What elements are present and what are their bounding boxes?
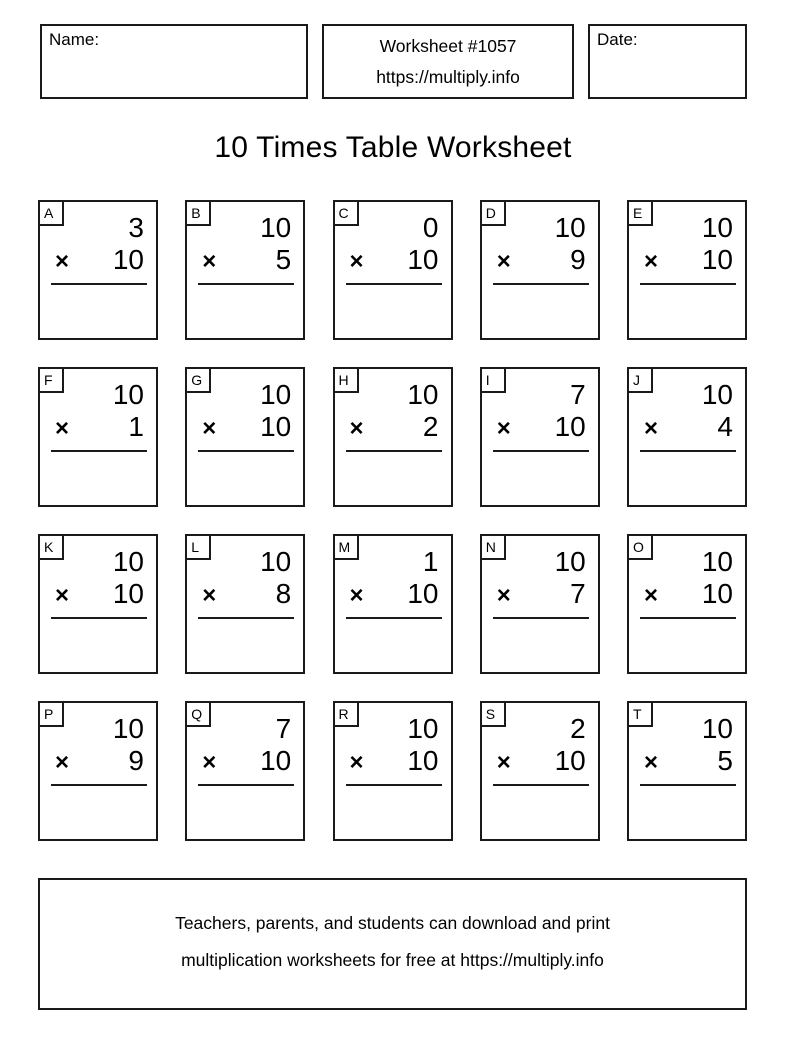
answer-space <box>482 619 598 669</box>
problem-cell <box>333 701 453 841</box>
problem-label-box <box>480 200 506 226</box>
problem-cell <box>480 200 600 340</box>
worksheet-url: https://multiply.info <box>376 66 520 87</box>
problems-grid <box>38 200 747 841</box>
answer-space <box>335 619 451 669</box>
problem-cell <box>38 701 158 841</box>
problem-cell <box>333 534 453 674</box>
problem-cell <box>185 200 305 340</box>
answer-space <box>482 285 598 335</box>
multiplicand: 10 <box>701 212 733 243</box>
multiplier-row <box>629 578 745 612</box>
multiplicand: 2 <box>570 713 586 744</box>
answer-space <box>629 786 745 836</box>
problem-label-box <box>480 367 506 393</box>
multiplier-row <box>335 244 451 278</box>
answer-space <box>335 786 451 836</box>
multiplier: 10 <box>701 244 733 275</box>
problem-label-box <box>480 701 506 727</box>
problem-label-box <box>627 534 653 560</box>
problem-cell <box>38 200 158 340</box>
problem-label: S <box>485 706 496 722</box>
problem-cell <box>627 701 747 841</box>
multiplier-row <box>187 578 303 612</box>
problem-label-box <box>38 200 64 226</box>
problem-label-box <box>333 367 359 393</box>
multiply-operator-icon: × <box>644 248 659 275</box>
problem-label: N <box>485 539 496 555</box>
problem-label-box <box>185 701 211 727</box>
answer-space <box>629 619 745 669</box>
multiplier-row <box>187 244 303 278</box>
problem-cell <box>185 701 305 841</box>
worksheet-number: Worksheet #1057 <box>379 35 517 56</box>
multiplier: 9 <box>570 244 586 275</box>
problem-cell <box>480 701 600 841</box>
multiplier-row <box>335 411 451 445</box>
multiplicand: 10 <box>407 713 439 744</box>
multiplier: 10 <box>260 411 292 442</box>
multiply-operator-icon: × <box>202 415 217 442</box>
answer-space <box>187 285 303 335</box>
problem-label-box <box>627 200 653 226</box>
answer-space <box>629 285 745 335</box>
multiply-operator-icon: × <box>55 248 70 275</box>
multiply-operator-icon: × <box>202 582 217 609</box>
multiply-operator-icon: × <box>496 582 511 609</box>
multiplicand: 1 <box>422 546 439 577</box>
multiplier: 10 <box>407 244 439 275</box>
multiplier: 10 <box>554 411 586 442</box>
multiplicand: 0 <box>422 212 439 243</box>
multiply-operator-icon: × <box>496 248 511 275</box>
multiplier-row <box>40 411 156 445</box>
multiply-operator-icon: × <box>349 248 364 275</box>
problem-label: Q <box>191 706 203 722</box>
problem-cell <box>185 367 305 507</box>
multiplier: 7 <box>570 578 586 609</box>
multiplicand: 10 <box>701 379 733 410</box>
multiplier: 10 <box>407 578 439 609</box>
problem-label: I <box>485 372 490 388</box>
multiplier: 10 <box>554 745 586 776</box>
problem-cell <box>480 367 600 507</box>
multiply-operator-icon: × <box>349 415 364 442</box>
multiplier: 10 <box>112 244 144 275</box>
problem-cell <box>185 534 305 674</box>
problem-label-box <box>627 367 653 393</box>
multiplier: 9 <box>128 745 144 776</box>
multiplier-row <box>629 411 745 445</box>
multiplicand: 3 <box>128 212 144 243</box>
problem-label-box <box>38 534 64 560</box>
multiply-operator-icon: × <box>202 248 217 275</box>
footer-line-1: Teachers, parents, and students can download and print <box>175 913 610 933</box>
problem-label-box <box>185 534 211 560</box>
answer-space <box>335 452 451 502</box>
multiplier: 10 <box>407 745 439 776</box>
multiply-operator-icon: × <box>644 749 659 776</box>
multiplier: 10 <box>112 578 144 609</box>
multiplicand: 10 <box>112 713 144 744</box>
answer-space <box>335 285 451 335</box>
problem-label-box <box>185 367 211 393</box>
multiplier-row <box>482 578 598 612</box>
problem-label-box <box>627 701 653 727</box>
multiplier: 10 <box>260 745 292 776</box>
multiply-operator-icon: × <box>349 582 364 609</box>
problem-cell <box>38 534 158 674</box>
problem-label-box <box>333 701 359 727</box>
problem-label: H <box>338 372 349 388</box>
problem-label-box <box>38 367 64 393</box>
problem-cell <box>333 367 453 507</box>
problem-cell <box>480 534 600 674</box>
name-field-box <box>40 24 308 99</box>
multiplier: 8 <box>275 578 292 609</box>
multiplier-row <box>629 244 745 278</box>
problem-label: D <box>485 205 496 221</box>
multiplicand: 10 <box>407 379 439 410</box>
multiplicand: 10 <box>112 379 144 410</box>
date-field-box <box>588 24 747 99</box>
problem-label-box <box>333 534 359 560</box>
answer-space <box>187 786 303 836</box>
problem-label: M <box>338 539 351 555</box>
multiplier-row <box>629 745 745 779</box>
multiply-operator-icon: × <box>644 415 659 442</box>
answer-space <box>187 452 303 502</box>
problem-label: G <box>191 372 203 388</box>
footer-line-2: multiplication worksheets for free at https://multiply.info <box>181 950 604 970</box>
multiplier-row <box>40 745 156 779</box>
problem-label: E <box>633 205 643 221</box>
answer-space <box>187 619 303 669</box>
problem-label-box <box>333 200 359 226</box>
multiply-operator-icon: × <box>644 582 659 609</box>
problem-label: P <box>44 706 54 722</box>
multiply-operator-icon: × <box>496 415 511 442</box>
problem-label: O <box>633 539 644 555</box>
multiplier: 2 <box>422 411 439 442</box>
problem-label: C <box>338 205 349 221</box>
multiplier-row <box>482 244 598 278</box>
date-label: Date: <box>597 30 638 49</box>
multiplier-row <box>335 578 451 612</box>
multiplicand: 7 <box>570 379 586 410</box>
multiply-operator-icon: × <box>55 749 70 776</box>
multiplicand: 10 <box>260 212 292 243</box>
problem-label: T <box>633 706 642 722</box>
problem-cell <box>627 367 747 507</box>
multiplicand: 7 <box>275 713 292 744</box>
multiplicand: 10 <box>701 546 733 577</box>
multiplier-row <box>335 745 451 779</box>
problem-cell <box>627 534 747 674</box>
answer-space <box>40 619 156 669</box>
multiplicand: 10 <box>260 379 292 410</box>
problem-cell <box>333 200 453 340</box>
multiplicand: 10 <box>260 546 292 577</box>
multiplier: 10 <box>701 578 733 609</box>
problem-label: A <box>44 205 54 221</box>
problem-label-box <box>38 701 64 727</box>
multiply-operator-icon: × <box>55 415 70 442</box>
multiplier-row <box>187 411 303 445</box>
multiply-operator-icon: × <box>496 749 511 776</box>
multiplier: 5 <box>717 745 733 776</box>
multiply-operator-icon: × <box>202 749 217 776</box>
multiply-operator-icon: × <box>55 582 70 609</box>
problem-label-box <box>185 200 211 226</box>
problem-cell <box>38 367 158 507</box>
multiplicand: 10 <box>554 546 586 577</box>
multiplier: 1 <box>128 411 144 442</box>
footer-box <box>38 878 747 1010</box>
multiplier: 4 <box>717 411 733 442</box>
answer-space <box>629 452 745 502</box>
multiplier-row <box>40 244 156 278</box>
problem-cell <box>627 200 747 340</box>
problem-label: L <box>191 539 200 555</box>
answer-space <box>40 786 156 836</box>
multiplier-row <box>482 411 598 445</box>
name-label: Name: <box>49 30 100 49</box>
multiplier-row <box>482 745 598 779</box>
multiply-operator-icon: × <box>349 749 364 776</box>
multiplicand: 10 <box>554 212 586 243</box>
answer-space <box>482 786 598 836</box>
worksheet-info-box <box>322 24 574 99</box>
problem-label: B <box>191 205 201 221</box>
multiplier-row <box>187 745 303 779</box>
multiplicand: 10 <box>112 546 144 577</box>
problem-label: K <box>44 539 54 555</box>
answer-space <box>40 285 156 335</box>
answer-space <box>40 452 156 502</box>
multiplier-row <box>40 578 156 612</box>
problem-label: F <box>44 372 53 388</box>
answer-space <box>482 452 598 502</box>
multiplicand: 10 <box>701 713 733 744</box>
problem-label: R <box>338 706 349 722</box>
multiplier: 5 <box>275 244 292 275</box>
problem-label: J <box>633 372 640 388</box>
problem-label-box <box>480 534 506 560</box>
page-title: 10 Times Table Worksheet <box>214 131 572 164</box>
